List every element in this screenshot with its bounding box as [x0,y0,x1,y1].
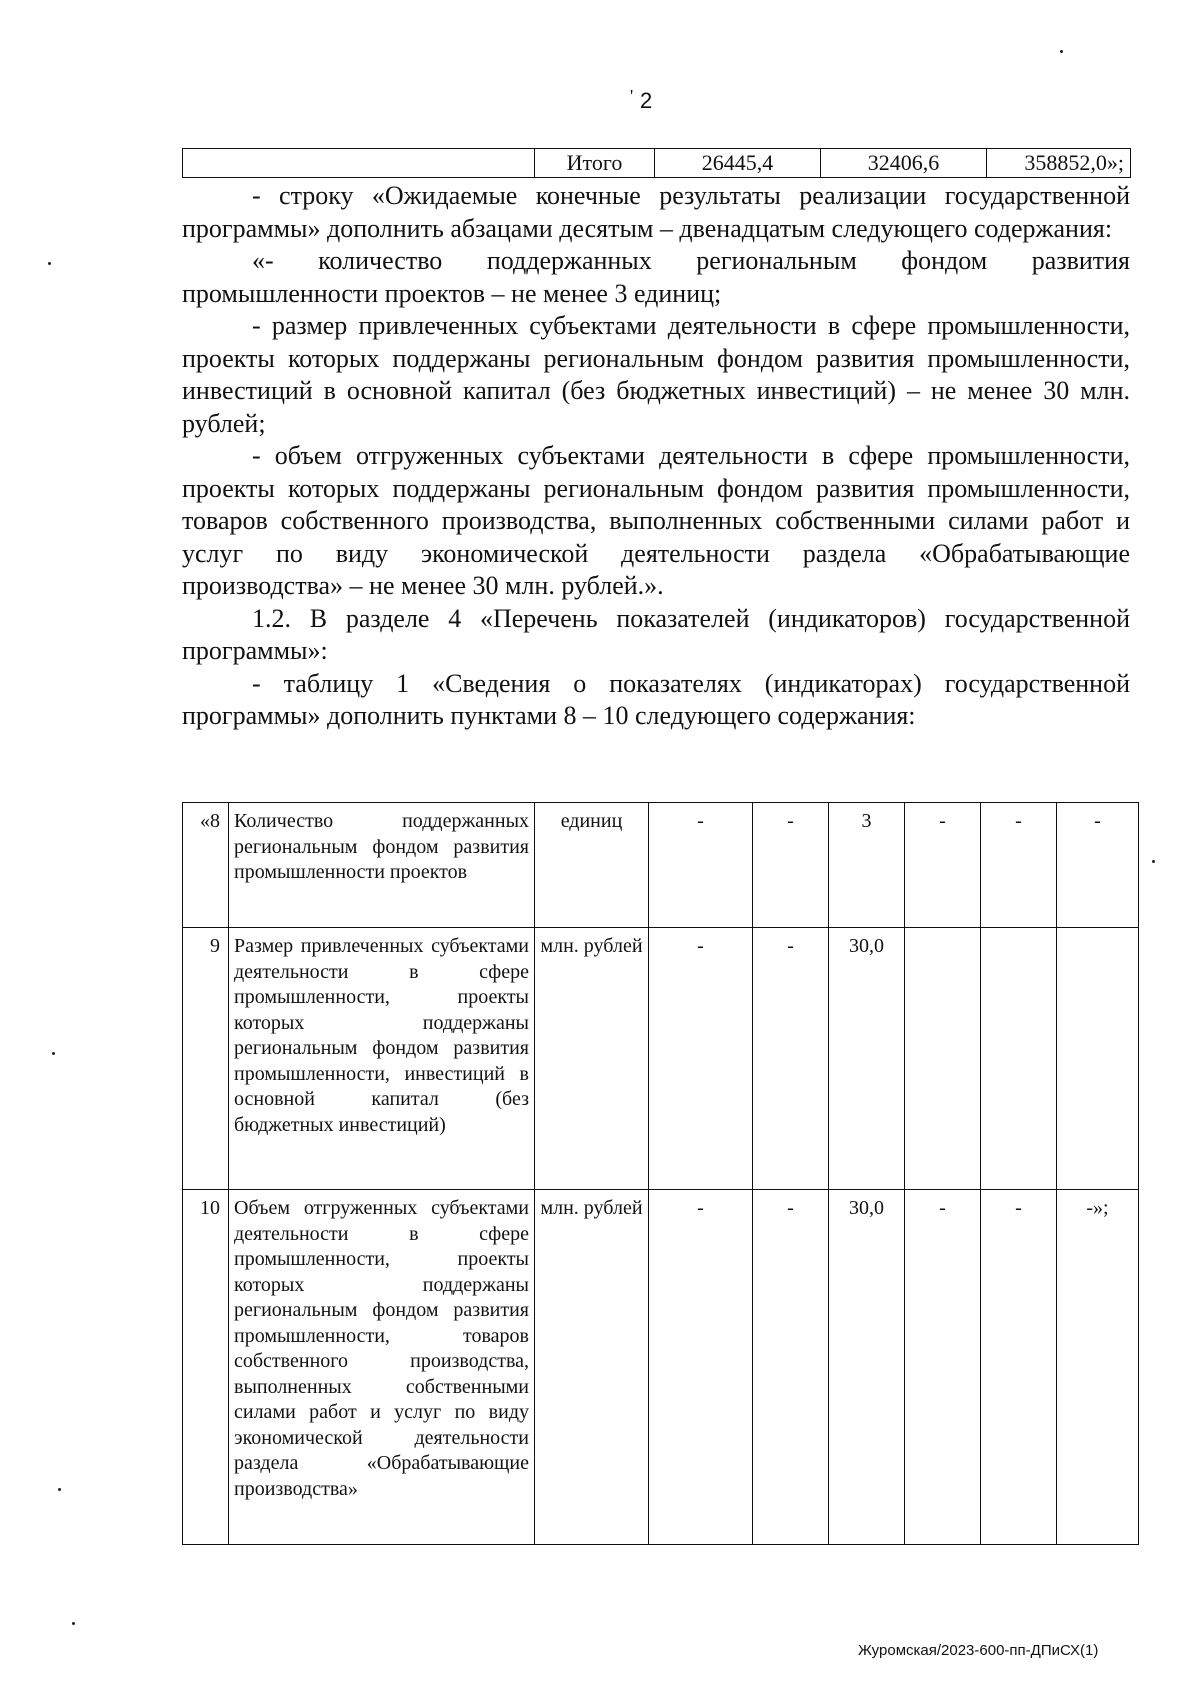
total-label: Итого [535,149,655,178]
scan-speck [1152,860,1155,863]
total-value: 32406,6 [821,149,987,178]
row-number: 10 [183,1190,229,1545]
empty-cell [183,149,535,178]
value-cell: 3 [829,803,905,928]
table-row [183,928,1139,1190]
scan-speck [52,1052,55,1055]
value-cell [981,928,1057,1190]
value-cell: 30,0 [829,928,905,1190]
value-cell: - [753,803,829,928]
document-footer: Журомская/2023-600-пп-ДПиСХ(1) [858,1642,1099,1659]
paragraph: - размер привлеченных субъектами деятельности в сфере промышленности, проекты которых поддержаны региональным фондом развития промышленности, инвестиций в основной капитал (без бюджетных инвестиций) – не менее 30 млн. рублей; [182,311,1130,438]
value-cell: -»; [1057,1190,1139,1545]
scan-speck [1060,50,1063,53]
table-row [183,803,1139,928]
paragraph: - строку «Ожидаемые конечные результаты реализации государственной программы» дополнить абзацами десятым – двенадцатым следующего содержания: [182,181,1130,243]
row-number: 9 [183,928,229,1190]
total-row-table [182,148,1131,178]
scan-speck [72,1622,75,1625]
value-cell [1057,928,1139,1190]
page-number: 2 [640,88,653,113]
paragraph: 1.2. В разделе 4 «Перечень показателей (индикаторов) государственной программы»: [182,603,1130,665]
paragraph: - объем отгруженных субъектами деятельности в сфере промышленности, проекты которых поддержаны региональным фондом развития промышленности, товаров собственного производства, выполненных собственными силами работ и услуг по виду экономической деятельности раздела «Обрабатывающие производства» – не менее 30 млн. рублей.». [182,441,1130,600]
value-cell: - [1057,803,1139,928]
total-value: 358852,0»; [987,149,1131,178]
scan-speck [58,1488,61,1491]
value-cell: - [649,1190,753,1545]
value-cell: - [753,1190,829,1545]
value-cell: - [905,803,981,928]
unit: млн. рублей [535,928,649,1190]
row-number: «8 [183,803,229,928]
unit: млн. рублей [535,1190,649,1545]
value-cell: - [753,928,829,1190]
scan-speck [48,262,51,265]
value-cell: - [649,803,753,928]
paragraph: «- количество поддержанных региональным фондом развития промышленности проектов – не менее 3 единиц; [182,246,1130,308]
value-cell: 30,0 [829,1190,905,1545]
value-cell: - [981,803,1057,928]
paragraph: - таблицу 1 «Сведения о показателях (индикаторах) государственной программы» дополнить пунктами 8 – 10 следующего содержания: [182,668,1130,730]
value-cell: - [905,1190,981,1545]
total-row [183,149,1131,178]
indicator-name: Объем отгруженных субъектами деятельности в сфере промышленности, проекты которых поддержаны региональным фондом развития промышленности, товаров собственного производства, выполненных собственными силами работ и услуг по виду экономической деятельности раздела «Обрабатывающие производства» [229,1190,535,1545]
value-cell [905,928,981,1190]
body-text [182,180,1130,733]
scan-mark: ' [630,86,634,106]
indicator-name: Размер привлеченных субъектами деятельности в сфере промышленности, проекты которых поддержаны региональным фондом развития промышленности, инвестиций в основной капитал (без бюджетных инвестиций) [229,928,535,1190]
value-cell: - [649,928,753,1190]
unit: единиц [535,803,649,928]
value-cell: - [981,1190,1057,1545]
table-row [183,1190,1139,1545]
total-value: 26445,4 [655,149,821,178]
indicators-table [182,802,1139,1545]
indicator-name: Количество поддержанных региональным фондом развития промышленности проектов [229,803,535,928]
